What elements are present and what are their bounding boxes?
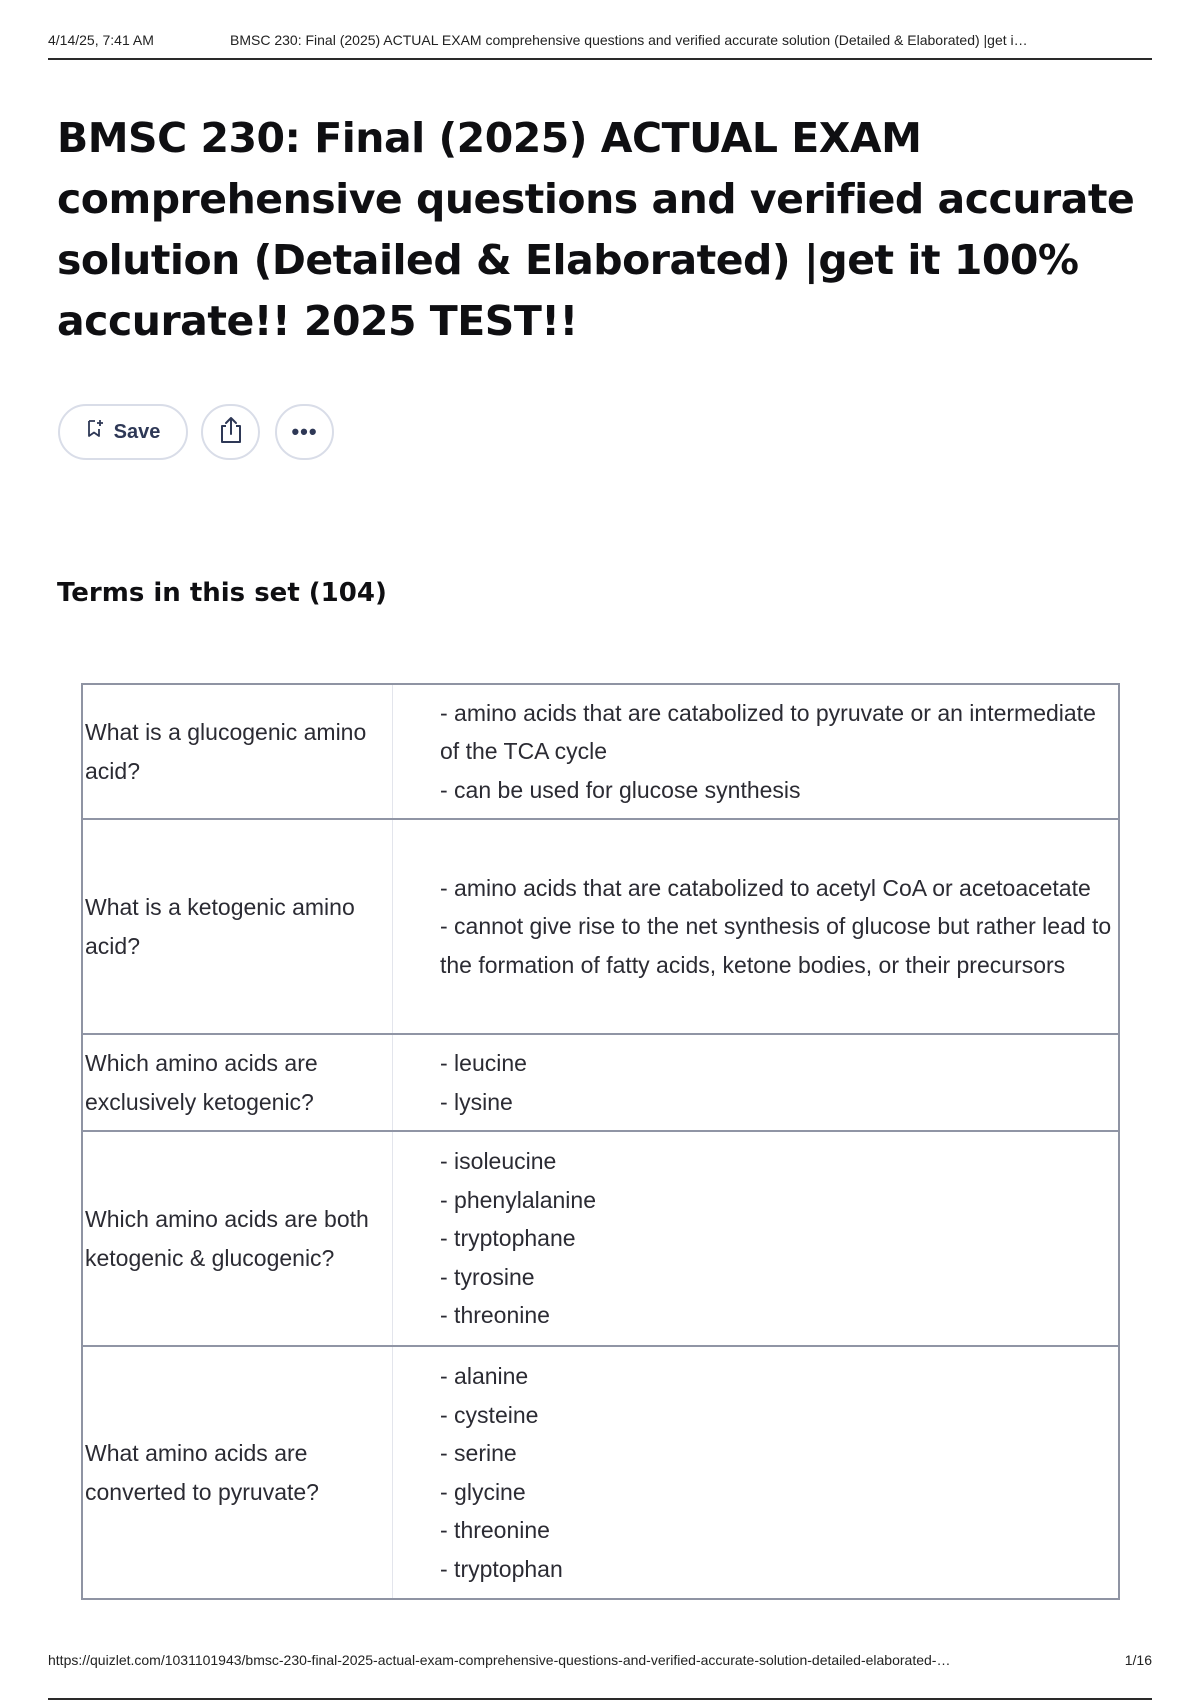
- more-options-button[interactable]: [275, 404, 334, 460]
- print-date: 4/14/25, 7:41 AM: [48, 32, 154, 48]
- term-label: Which amino acids are exclusively ketogenic?: [85, 1050, 318, 1115]
- definition-line: - leucine: [440, 1050, 527, 1076]
- page-title: BMSC 230: Final (2025) ACTUAL EXAM comprehensive questions and verified accurate solution (Detailed & Elaborated) |get it 100% accurate!! 2025 TEST!!: [57, 114, 1135, 345]
- definition: [393, 1035, 1118, 1130]
- print-header: [48, 28, 1152, 60]
- print-page-title: BMSC 230: Final (2025) ACTUAL EXAM comprehensive questions and verified accurate solution (Detailed & Elaborated) |get i…: [230, 32, 1028, 48]
- definition-line: - threonine: [440, 1517, 550, 1543]
- definition-line: - can be used for glucose synthesis: [440, 776, 801, 803]
- definition-line: - threonine: [440, 1302, 550, 1329]
- term-text: [83, 1347, 393, 1598]
- definition-line: - amino acids that are catabolized to pyruvate or an intermediate of the TCA cycle: [440, 699, 1096, 765]
- term-text: [83, 685, 393, 818]
- term-text: [83, 820, 393, 1033]
- definition: [393, 685, 1118, 818]
- definition-line: - tyrosine: [440, 1263, 535, 1290]
- term-label: Which amino acids are both ketogenic & glucogenic?: [85, 1206, 369, 1271]
- term-card: [83, 1130, 1118, 1345]
- definition-line: - tryptophane: [440, 1225, 576, 1252]
- definition-line: - alanine: [440, 1363, 529, 1389]
- definition-line: - amino acids that are catabolized to acetyl CoA or acetoacetate: [440, 874, 1091, 901]
- definition: [393, 820, 1118, 1033]
- term-card: [83, 1345, 1118, 1598]
- definition-line: - cysteine: [440, 1401, 539, 1428]
- page-url: https://quizlet.com/1031101943/bmsc-230-final-2025-actual-exam-comprehensive-questions-and-verified-accurate-solution-detailed-elaborated-…: [48, 1652, 951, 1668]
- term-label: What is a glucogenic amino acid?: [85, 719, 367, 784]
- definition-line: - serine: [440, 1440, 517, 1466]
- bookmark-add-icon: [86, 419, 104, 445]
- term-text: [83, 1132, 393, 1345]
- term-label: What amino acids are converted to pyruvate?: [85, 1440, 319, 1505]
- save-label: Save: [113, 420, 161, 443]
- share-icon: [217, 415, 245, 450]
- share-button[interactable]: [201, 404, 260, 460]
- definition-line: - tryptophan: [440, 1555, 563, 1582]
- term-label: What is a ketogenic amino acid?: [85, 894, 355, 959]
- definition-line: - isoleucine: [440, 1148, 557, 1175]
- term-card: [83, 685, 1118, 818]
- terms-list: [81, 683, 1120, 1600]
- definition: [393, 1132, 1118, 1345]
- save-button[interactable]: [58, 404, 188, 460]
- definition-line: - lysine: [440, 1088, 513, 1115]
- term-card: [83, 818, 1118, 1033]
- term-text: [83, 1035, 393, 1130]
- definition-line: - glycine: [440, 1478, 526, 1505]
- definition: [393, 1347, 1118, 1598]
- definition-line: - cannot give rise to the net synthesis of glucose but rather lead to the formation of fatty acids, ketone bodies, or their precursors: [440, 913, 1112, 978]
- page-number: 1/16: [1124, 1652, 1152, 1668]
- more-icon: •••: [291, 419, 318, 444]
- definition-line: - phenylalanine: [440, 1186, 597, 1213]
- terms-heading: Terms in this set (104): [57, 578, 387, 608]
- term-card: [83, 1033, 1118, 1130]
